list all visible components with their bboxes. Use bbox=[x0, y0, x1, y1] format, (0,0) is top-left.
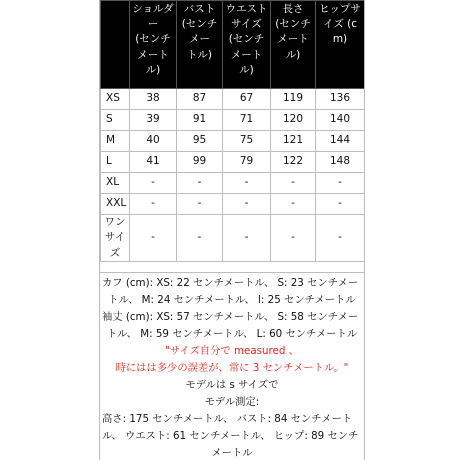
length-cell: 120 bbox=[271, 110, 316, 131]
length-cell: 122 bbox=[271, 152, 316, 173]
header-length: 長さ (センチ メート ル) bbox=[271, 1, 316, 89]
model-size-line: モデルは s サイズで bbox=[185, 379, 279, 391]
length-cell: 119 bbox=[271, 89, 316, 110]
size-table-header-row bbox=[101, 1, 365, 89]
model-measure-heading: モデル測定: bbox=[204, 396, 260, 408]
waist-cell: 71 bbox=[223, 110, 271, 131]
size-label-cell: ワン サイ ズ bbox=[101, 215, 130, 262]
model-measure-line: ル、 ウエスト: 61 センチメートル、 ヒップ: 89 センチ bbox=[102, 430, 359, 442]
bust-cell: 87 bbox=[177, 89, 223, 110]
header-shoulder: ショルダ ー (センチ メート ル) bbox=[130, 1, 177, 89]
table-row bbox=[101, 110, 365, 131]
table-row bbox=[101, 131, 365, 152]
shoulder-cell: - bbox=[130, 215, 177, 262]
bust-cell: 95 bbox=[177, 131, 223, 152]
shoulder-cell: 41 bbox=[130, 152, 177, 173]
sleeve-note-line: トル、 M: 59 センチメートル、 L: 60 センチメートル bbox=[106, 328, 358, 340]
waist-cell: 67 bbox=[223, 89, 271, 110]
hip-cell: - bbox=[316, 215, 365, 262]
waist-cell: - bbox=[223, 194, 271, 215]
table-row bbox=[101, 173, 365, 194]
hip-cell: 140 bbox=[316, 110, 365, 131]
length-cell: - bbox=[271, 215, 316, 262]
hip-cell: 148 bbox=[316, 152, 365, 173]
size-label-cell: XXL bbox=[101, 194, 130, 215]
size-label-cell: L bbox=[101, 152, 130, 173]
table-row bbox=[101, 89, 365, 110]
cuff-note-line: トル、 M: 24 センチメートル、 l: 25 センチメートル bbox=[108, 294, 356, 306]
size-chart-sheet bbox=[99, 0, 365, 460]
bust-cell: 99 bbox=[177, 152, 223, 173]
bust-cell: 91 bbox=[177, 110, 223, 131]
header-hip: ヒップサ イズ (cm) bbox=[316, 1, 365, 89]
table-row bbox=[101, 194, 365, 215]
measurement-warning-line: 時にはは多少の誤差が、常に 3 センチメートル。" bbox=[115, 362, 349, 374]
waist-cell: 75 bbox=[223, 131, 271, 152]
shoulder-cell: - bbox=[130, 173, 177, 194]
shoulder-cell: 40 bbox=[130, 131, 177, 152]
length-cell: 121 bbox=[271, 131, 316, 152]
length-cell: - bbox=[271, 173, 316, 194]
header-waist: ウエスト サイズ (センチ メート ル) bbox=[223, 1, 271, 89]
hip-cell: 136 bbox=[316, 89, 365, 110]
bust-cell: - bbox=[177, 173, 223, 194]
size-label-cell: S bbox=[101, 110, 130, 131]
table-row bbox=[101, 215, 365, 262]
hip-cell: - bbox=[316, 194, 365, 215]
size-label-cell: XS bbox=[101, 89, 130, 110]
shoulder-cell: 38 bbox=[130, 89, 177, 110]
bust-cell: - bbox=[177, 194, 223, 215]
waist-cell: - bbox=[223, 215, 271, 262]
header-corner-cell bbox=[101, 1, 130, 89]
waist-cell: - bbox=[223, 173, 271, 194]
size-table bbox=[100, 0, 365, 262]
hip-cell: 144 bbox=[316, 131, 365, 152]
bust-cell: - bbox=[177, 215, 223, 262]
length-cell: - bbox=[271, 194, 316, 215]
model-measure-line: 高さ: 175 センチメートル、 バスト: 84 センチメート bbox=[102, 413, 353, 425]
shoulder-cell: - bbox=[130, 194, 177, 215]
shoulder-cell: 39 bbox=[130, 110, 177, 131]
size-label-cell: XL bbox=[101, 173, 130, 194]
measurement-warning-line: "サイズ自分で measured 、 bbox=[165, 345, 299, 357]
hip-cell: - bbox=[316, 173, 365, 194]
header-bust: バスト (センチ メー トル) bbox=[177, 1, 223, 89]
table-row bbox=[101, 152, 365, 173]
cuff-note-line: カフ (cm): XS: 22 センチメートル、 S: 23 センチメー bbox=[102, 277, 359, 289]
measurement-notes bbox=[100, 272, 364, 460]
size-label-cell: M bbox=[101, 131, 130, 152]
model-measure-line: メートル bbox=[211, 447, 253, 459]
waist-cell: 79 bbox=[223, 152, 271, 173]
sleeve-note-line: 袖丈 (cm): XS: 57 センチメートル、 S: 58 センチメー bbox=[102, 311, 359, 323]
